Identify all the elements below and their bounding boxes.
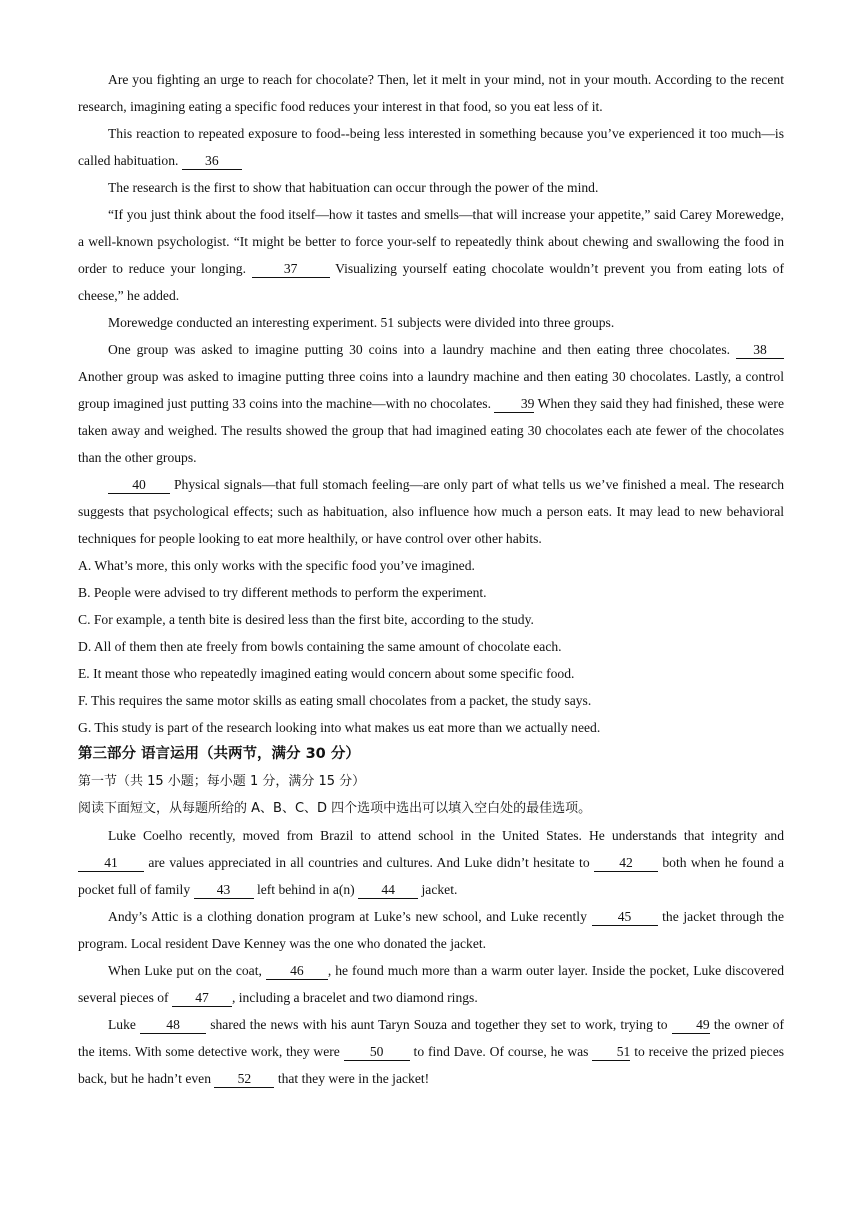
paragraph: One group was asked to imagine putting 30 coins into a laundry machine and then eating three chocolates. 38 Another group was asked to imagine putting three coins into a laundry machine and then eating 30 chocolates. Lastly, a control group imagined just putting 33 coins into the machine—with no chocolates. 39 When they said they had finished, these were taken away and weighed. The results showed the group that had imagined eating 30 chocolates each ate fewer of the chocolates than the other groups.	[78, 342, 784, 465]
blank-52: 52	[214, 1071, 274, 1088]
option-b: B. People were advised to try different methods to perform the experiment.	[78, 585, 487, 600]
paragraph: 40 Physical signals—that full stomach feeling—are only part of what tells us we’ve finished a meal. The research suggests that psychological effects; such as habituation, also influence how much a person eats. It may lead to new behavioral techniques for people looking to eat more healthily, or have control over other habits.	[78, 477, 785, 546]
blank-48: 48	[140, 1017, 206, 1034]
blank-44: 44	[358, 882, 418, 899]
option-c: C. For example, a tenth bite is desired less than the first bite, according to the study.	[78, 612, 534, 627]
blank-49: 49	[672, 1017, 710, 1034]
option-f: F. This requires the same motor skills as eating small chocolates from a packet, the study says.	[78, 693, 592, 708]
blank-50: 50	[344, 1044, 410, 1061]
paragraph: The research is the first to show that habituation can occur through the power of the mind.	[108, 180, 599, 195]
option-a: A. What’s more, this only works with the specific food you’ve imagined.	[78, 558, 475, 573]
blank-47: 47	[172, 990, 232, 1007]
paragraph: Morewedge conducted an interesting experiment. 51 subjects were divided into three groups.	[108, 315, 615, 330]
paragraph: When Luke put on the coat, 46 , he found much more than a warm outer layer. Inside the pocket, Luke discovered several pieces of 47 , including a bracelet and two diamond rings.	[78, 963, 784, 1005]
blank-41: 41	[78, 855, 144, 872]
option-d: D. All of them then ate freely from bowls containing the same amount of chocolate each.	[78, 639, 562, 654]
section1-heading: 第一节（共 15 小题；每小题 1 分，满分 15 分）	[78, 774, 366, 789]
blank-39: 39	[494, 396, 534, 413]
blank-40: 40	[108, 477, 170, 494]
paragraph: This reaction to repeated exposure to food--being less interested in something because you’ve experienced it too much—is called habituation. 36	[78, 126, 784, 168]
document-page	[78, 66, 784, 1092]
instruction: 阅读下面短文，从每题所给的 A、B、C、D 四个选项中选出可以填入空白处的最佳选项。	[78, 801, 592, 816]
blank-38: 38	[736, 342, 784, 359]
paragraph: Are you fighting an urge to reach for chocolate? Then, let it melt in your mind, not in your mouth. According to the recent research, imagining eating a specific food reduces your interest in that food, so you eat less of it.	[78, 72, 784, 114]
option-e: E. It meant those who repeatedly imagined eating would concern about some specific food.	[78, 666, 575, 681]
blank-36: 36	[182, 153, 242, 170]
paragraph: Andy’s Attic is a clothing donation program at Luke’s new school, and Luke recently 45 the jacket through the program. Local resident Dave Kenney was the one who donated the jacket.	[78, 909, 785, 951]
option-g: G. This study is part of the research looking into what makes us eat more than we actually need.	[78, 720, 601, 735]
blank-46: 46	[266, 963, 328, 980]
blank-51: 51	[592, 1044, 630, 1061]
paragraph: “If you just think about the food itself—how it tastes and smells—that will increase your appetite,” said Carey Morewedge, a well-known psychologist. “It might be better to force your-self to repeatedly think about chewing and swallowing the food in order to reduce your longing. 37 Visualizing yourself eating chocolate wouldn’t prevent you from eating lots of cheese,” he added.	[78, 207, 784, 303]
blank-42: 42	[594, 855, 658, 872]
paragraph: Luke 48 shared the news with his aunt Taryn Souza and together they set to work, trying to 49 the owner of the items. With some detective work, they were 50 to find Dave. Of course, he was 51 to receive the prized pieces back, but he hadn’t even 52 that they were in the jacket!	[78, 1017, 785, 1086]
blank-37: 37	[252, 261, 330, 278]
paragraph: Luke Coelho recently, moved from Brazil to attend school in the United States. He understands that integrity and 41 are values appreciated in all countries and cultures. And Luke didn’t hesitate to 42 both when he found a pocket full of family 43 left behind in a(n) 44 jacket.	[78, 828, 785, 897]
blank-43: 43	[194, 882, 254, 899]
blank-45: 45	[592, 909, 658, 926]
part3-title: 第三部分 语言运用（共两节，满分 30 分）	[78, 746, 360, 762]
